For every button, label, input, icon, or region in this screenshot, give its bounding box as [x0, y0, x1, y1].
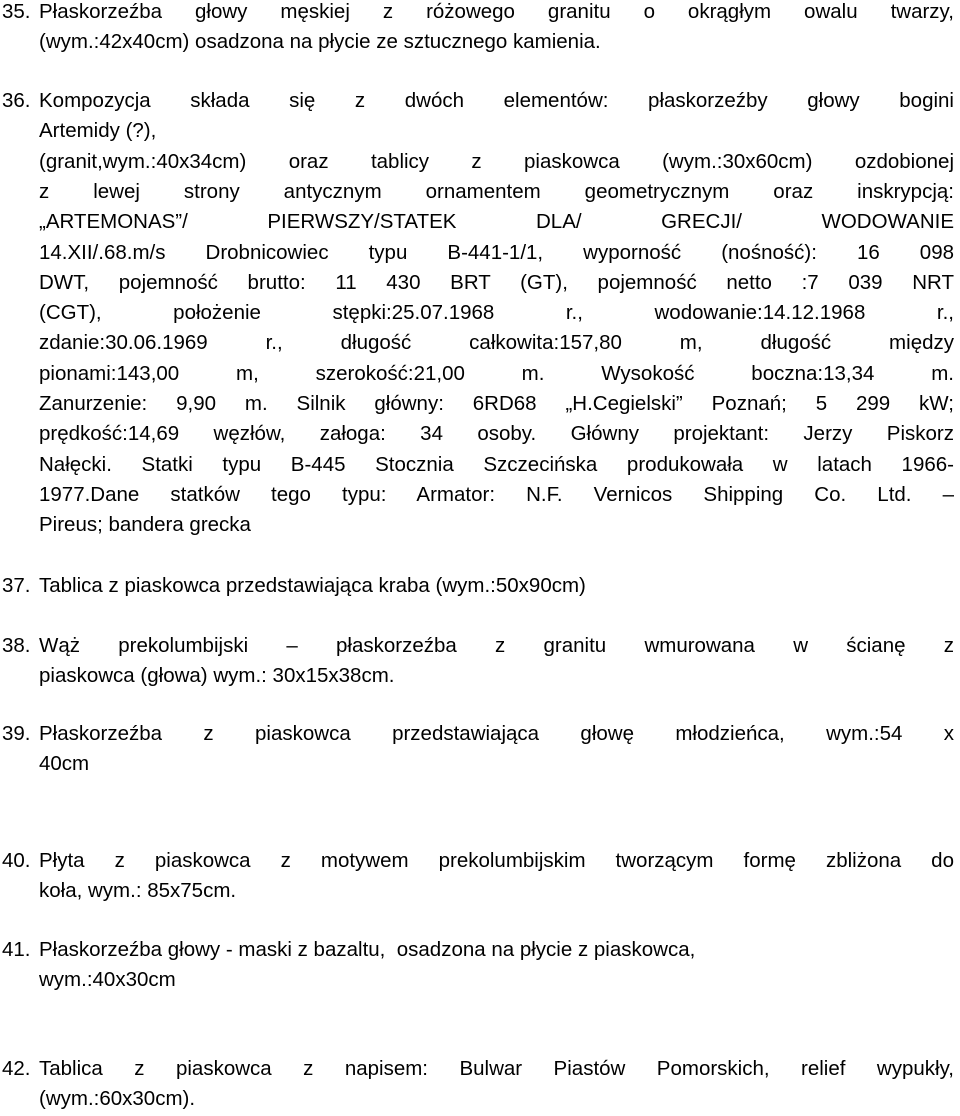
item-number: 36. — [2, 89, 31, 112]
item-text-line: koła, wym.: 85x75cm. — [39, 879, 237, 903]
item-text-line: Artemidy (?), — [39, 119, 157, 143]
item-text-line: (CGT), położenie stępki:25.07.1968 r., wodowanie:14.12.1968 r., — [39, 301, 954, 325]
item-text-line: DWT, pojemność brutto: 11 430 BRT (GT), pojemność netto :7 039 NRT — [39, 270, 954, 294]
item-text-line: (wym.:60x30cm). — [39, 1087, 196, 1111]
item-text-line: z lewej strony antycznym ornamentem geometrycznym oraz inskrypcją: — [39, 179, 954, 203]
item-text-line: „ARTEMONAS”/ PIERWSZY/STATEK DLA/ GRECJI/ WODOWANIE — [39, 210, 954, 234]
item-text-line: 1977.Dane statków tego typu: Armator: N.F. Vernicos Shipping Co. Ltd. – — [39, 482, 954, 506]
item-number: 35. — [2, 0, 31, 23]
item-text-line: wym.:40x30cm — [39, 968, 176, 992]
item-number: 40. — [2, 849, 31, 872]
item-text-line: (wym.:42x40cm) osadzona na płycie ze sztucznego kamienia. — [39, 30, 601, 54]
item-text-line: Wąż prekolumbijski – płaskorzeźba z granitu wmurowana w ścianę z — [39, 634, 954, 657]
item-text-line: Płyta z piaskowca z motywem prekolumbijskim tworzącym formę zbliżona do — [39, 849, 954, 872]
item-text-line: Zanurzenie: 9,90 m. Silnik główny: 6RD68 „H.Cegielski” Poznań; 5 299 kW; — [39, 392, 954, 415]
item-text-line: (granit,wym.:40x34cm) oraz tablicy z piaskowca (wym.:30x60cm) ozdobionej — [39, 149, 954, 173]
item-number: 42. — [2, 1057, 31, 1080]
item-text-line: prędkość:14,69 węzłów, załoga: 34 osoby. Główny projektant: Jerzy Piskorz — [39, 422, 954, 446]
item-text-line: 14.XII/.68.m/s Drobnicowiec typu B-441-1/1, wyporność (nośność): 16 098 — [39, 240, 954, 264]
item-text-line: Płaskorzeźba z piaskowca przedstawiająca głowę młodzieńca, wym.:54 x — [39, 722, 954, 745]
item-text-line: Płaskorzeźba głowy męskiej z różowego granitu o okrągłym owalu twarzy, — [39, 0, 954, 23]
item-number: 38. — [2, 634, 31, 657]
item-number: 39. — [2, 722, 31, 745]
item-text-line: Tablica z piaskowca przedstawiająca kraba (wym.:50x90cm) — [39, 574, 586, 597]
item-number: 37. — [2, 574, 31, 597]
item-text-line: Tablica z piaskowca z napisem: Bulwar Piastów Pomorskich, relief wypukły, — [39, 1057, 954, 1080]
item-text-line: piaskowca (głowa) wym.: 30x15x38cm. — [39, 664, 395, 688]
item-number: 41. — [2, 938, 31, 961]
item-text-line: pionami:143,00 m, szerokość:21,00 m. Wysokość boczna:13,34 m. — [39, 361, 954, 385]
item-text-line: Pireus; bandera grecka — [39, 513, 251, 537]
item-text-line: Płaskorzeźba głowy - maski z bazaltu, osadzona na płycie z piaskowca, — [39, 938, 696, 961]
item-text-line: Nałęcki. Statki typu B-445 Stocznia Szczecińska produkowała w latach 1966- — [39, 452, 954, 476]
item-text-line: Kompozycja składa się z dwóch elementów: płaskorzeźby głowy bogini — [39, 89, 954, 112]
item-text-line: 40cm — [39, 752, 90, 776]
item-text-line: zdanie:30.06.1969 r., długość całkowita:157,80 m, długość między — [39, 331, 954, 355]
